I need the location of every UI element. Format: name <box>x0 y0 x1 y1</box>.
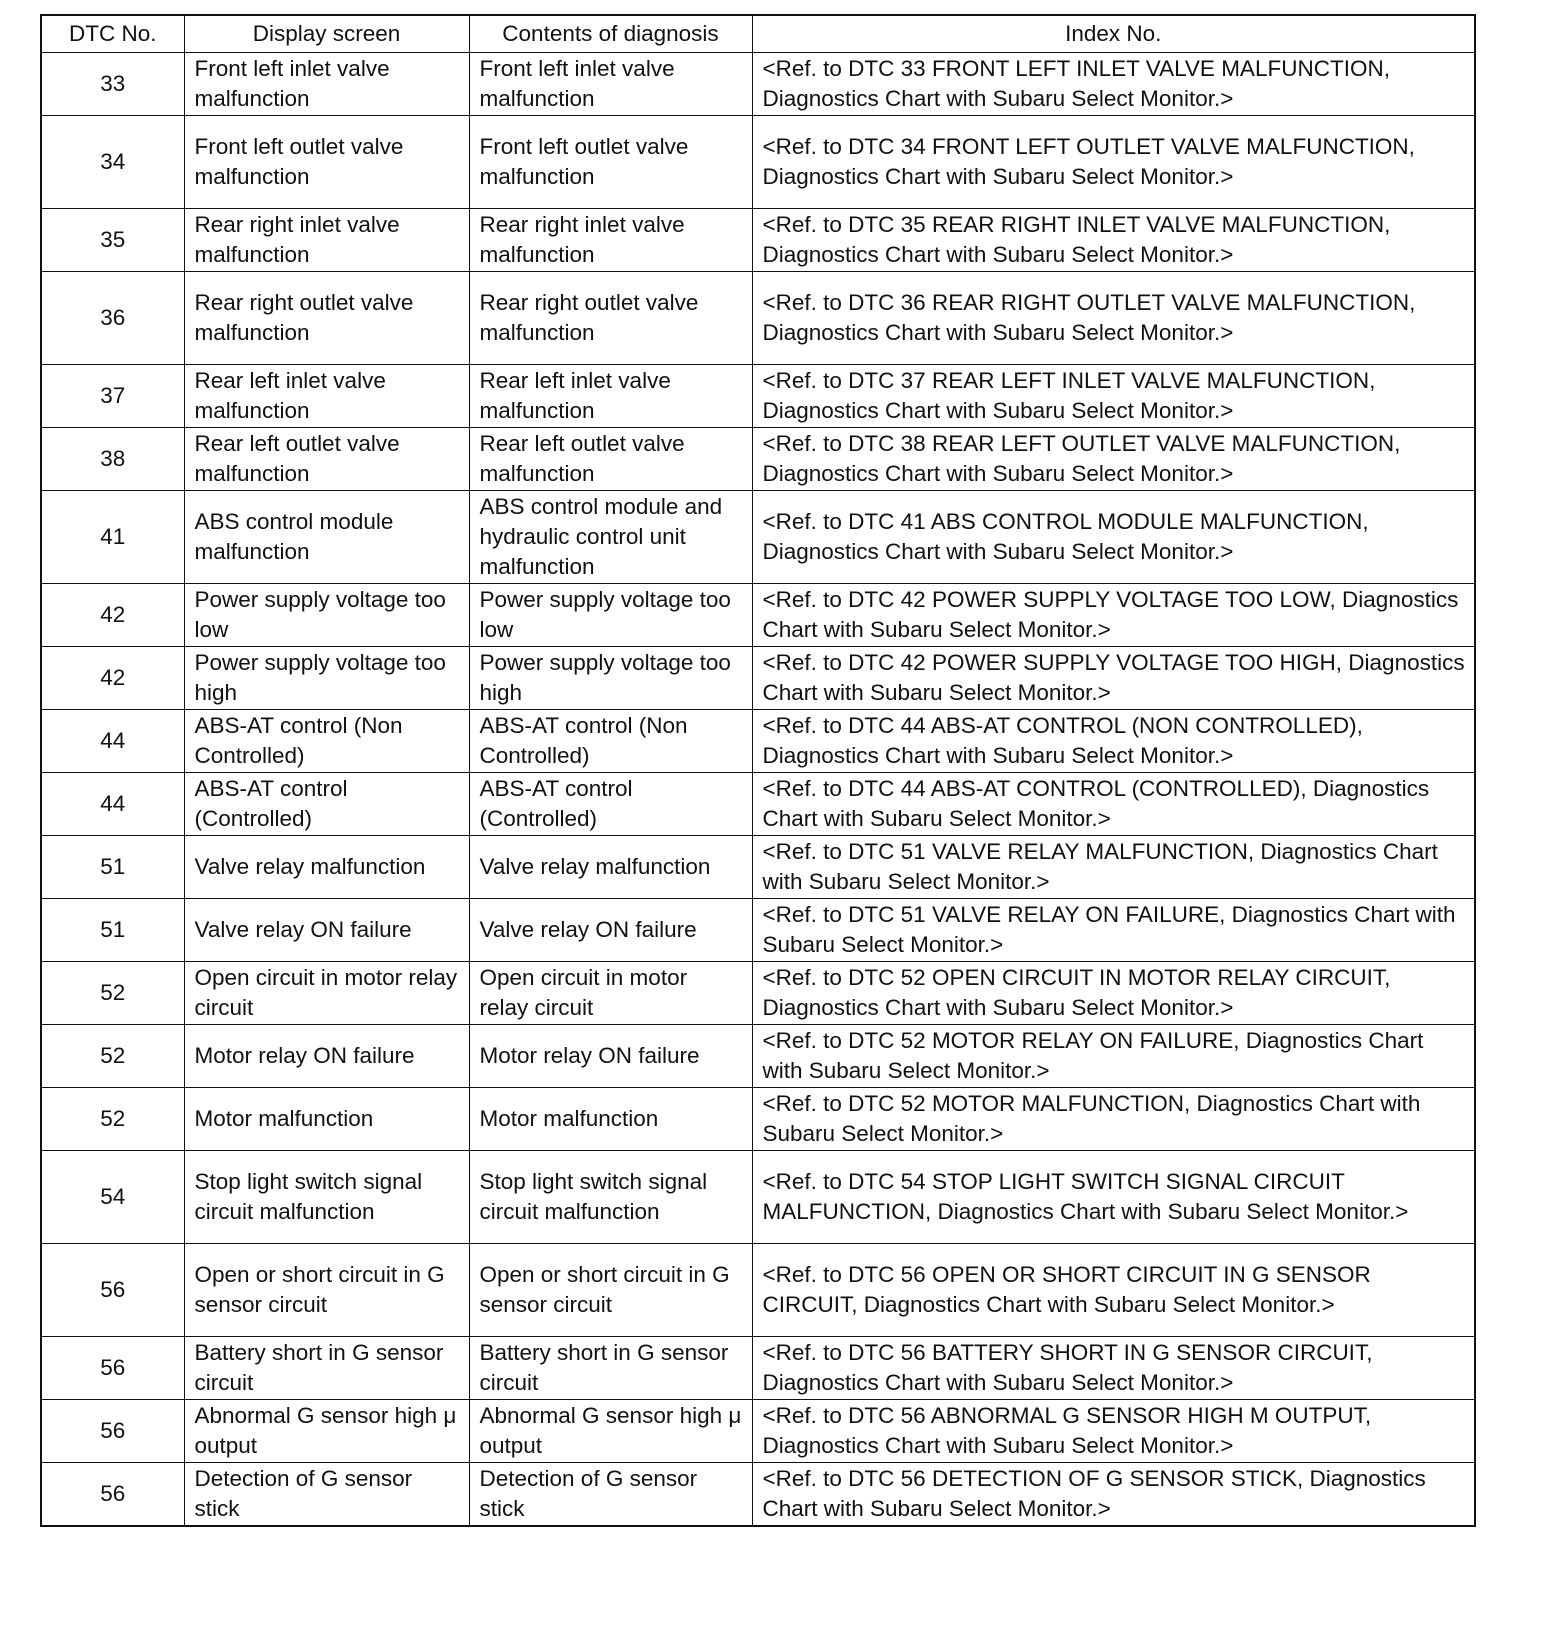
header-contents-of-diagnosis: Contents of diagnosis <box>469 15 752 53</box>
table-row <box>41 710 1475 773</box>
index-reference: <Ref. to DTC 56 OPEN OR SHORT CIRCUIT IN G SENSOR CIRCUIT, Diagnostics Chart with Subaru Select Monitor.> <box>752 1244 1475 1337</box>
dtc-number: 36 <box>41 272 184 365</box>
dtc-number: 52 <box>41 1025 184 1088</box>
table-row <box>41 836 1475 899</box>
diagnosis-contents: Rear right inlet valve malfunction <box>469 209 752 272</box>
display-screen-text: Front left outlet valve malfunction <box>184 116 469 209</box>
dtc-number: 51 <box>41 899 184 962</box>
diagnosis-contents: Front left outlet valve malfunction <box>469 116 752 209</box>
display-screen-text: Rear left outlet valve malfunction <box>184 428 469 491</box>
display-screen-text: Abnormal G sensor high μ output <box>184 1400 469 1463</box>
index-reference: <Ref. to DTC 44 ABS-AT CONTROL (NON CONTROLLED), Diagnostics Chart with Subaru Select Monitor.> <box>752 710 1475 773</box>
diagnosis-contents: Valve relay ON failure <box>469 899 752 962</box>
table-row <box>41 209 1475 272</box>
dtc-number: 52 <box>41 1088 184 1151</box>
table-row <box>41 1244 1475 1337</box>
diagnosis-contents: Stop light switch signal circuit malfunction <box>469 1151 752 1244</box>
dtc-number: 51 <box>41 836 184 899</box>
dtc-number: 42 <box>41 647 184 710</box>
diagnosis-contents: Open or short circuit in G sensor circuit <box>469 1244 752 1337</box>
display-screen-text: Power supply voltage too low <box>184 584 469 647</box>
dtc-number: 44 <box>41 773 184 836</box>
display-screen-text: Power supply voltage too high <box>184 647 469 710</box>
diagnosis-contents: Open circuit in motor relay circuit <box>469 962 752 1025</box>
display-screen-text: Battery short in G sensor circuit <box>184 1337 469 1400</box>
diagnosis-contents: Front left inlet valve malfunction <box>469 53 752 116</box>
diagnosis-contents: Rear left outlet valve malfunction <box>469 428 752 491</box>
diagnosis-contents: Rear left inlet valve malfunction <box>469 365 752 428</box>
diagnosis-contents: Motor relay ON failure <box>469 1025 752 1088</box>
display-screen-text: Open circuit in motor relay circuit <box>184 962 469 1025</box>
dtc-number: 56 <box>41 1400 184 1463</box>
diagnosis-contents: Valve relay malfunction <box>469 836 752 899</box>
index-reference: <Ref. to DTC 56 DETECTION OF G SENSOR STICK, Diagnostics Chart with Subaru Select Monitor.> <box>752 1463 1475 1527</box>
dtc-number: 44 <box>41 710 184 773</box>
diagnosis-contents: ABS control module and hydraulic control unit malfunction <box>469 491 752 584</box>
dtc-number: 33 <box>41 53 184 116</box>
table-header-row <box>41 15 1475 53</box>
header-dtc-no: DTC No. <box>41 15 184 53</box>
display-screen-text: Rear right inlet valve malfunction <box>184 209 469 272</box>
dtc-number: 38 <box>41 428 184 491</box>
index-reference: <Ref. to DTC 56 ABNORMAL G SENSOR HIGH M OUTPUT, Diagnostics Chart with Subaru Select Monitor.> <box>752 1400 1475 1463</box>
dtc-table <box>40 14 1476 1527</box>
display-screen-text: Motor malfunction <box>184 1088 469 1151</box>
dtc-number: 54 <box>41 1151 184 1244</box>
diagnosis-contents: Motor malfunction <box>469 1088 752 1151</box>
index-reference: <Ref. to DTC 42 POWER SUPPLY VOLTAGE TOO HIGH, Diagnostics Chart with Subaru Select Monitor.> <box>752 647 1475 710</box>
display-screen-text: ABS control module malfunction <box>184 491 469 584</box>
dtc-number: 41 <box>41 491 184 584</box>
index-reference: <Ref. to DTC 34 FRONT LEFT OUTLET VALVE MALFUNCTION, Diagnostics Chart with Subaru Select Monitor.> <box>752 116 1475 209</box>
table-row <box>41 1400 1475 1463</box>
index-reference: <Ref. to DTC 33 FRONT LEFT INLET VALVE MALFUNCTION, Diagnostics Chart with Subaru Select Monitor.> <box>752 53 1475 116</box>
table-row <box>41 1151 1475 1244</box>
table-row <box>41 1463 1475 1527</box>
display-screen-text: Stop light switch signal circuit malfunction <box>184 1151 469 1244</box>
diagnosis-contents: ABS-AT control (Non Controlled) <box>469 710 752 773</box>
display-screen-text: Open or short circuit in G sensor circuit <box>184 1244 469 1337</box>
display-screen-text: Detection of G sensor stick <box>184 1463 469 1527</box>
dtc-number: 56 <box>41 1337 184 1400</box>
header-index-no: Index No. <box>752 15 1475 53</box>
table-row <box>41 899 1475 962</box>
diagnosis-contents: Power supply voltage too low <box>469 584 752 647</box>
diagnosis-contents: Detection of G sensor stick <box>469 1463 752 1527</box>
index-reference: <Ref. to DTC 51 VALVE RELAY MALFUNCTION, Diagnostics Chart with Subaru Select Monitor.> <box>752 836 1475 899</box>
dtc-number: 34 <box>41 116 184 209</box>
table-row <box>41 53 1475 116</box>
display-screen-text: ABS-AT control (Controlled) <box>184 773 469 836</box>
index-reference: <Ref. to DTC 52 MOTOR MALFUNCTION, Diagnostics Chart with Subaru Select Monitor.> <box>752 1088 1475 1151</box>
display-screen-text: Valve relay malfunction <box>184 836 469 899</box>
index-reference: <Ref. to DTC 35 REAR RIGHT INLET VALVE MALFUNCTION, Diagnostics Chart with Subaru Select Monitor.> <box>752 209 1475 272</box>
display-screen-text: Front left inlet valve malfunction <box>184 53 469 116</box>
index-reference: <Ref. to DTC 41 ABS CONTROL MODULE MALFUNCTION, Diagnostics Chart with Subaru Select Monitor.> <box>752 491 1475 584</box>
index-reference: <Ref. to DTC 52 MOTOR RELAY ON FAILURE, Diagnostics Chart with Subaru Select Monitor.> <box>752 1025 1475 1088</box>
index-reference: <Ref. to DTC 51 VALVE RELAY ON FAILURE, Diagnostics Chart with Subaru Select Monitor.> <box>752 899 1475 962</box>
dtc-number: 42 <box>41 584 184 647</box>
display-screen-text: Motor relay ON failure <box>184 1025 469 1088</box>
diagnosis-contents: Battery short in G sensor circuit <box>469 1337 752 1400</box>
index-reference: <Ref. to DTC 36 REAR RIGHT OUTLET VALVE MALFUNCTION, Diagnostics Chart with Subaru Select Monitor.> <box>752 272 1475 365</box>
table-row <box>41 365 1475 428</box>
dtc-number: 52 <box>41 962 184 1025</box>
index-reference: <Ref. to DTC 42 POWER SUPPLY VOLTAGE TOO LOW, Diagnostics Chart with Subaru Select Monitor.> <box>752 584 1475 647</box>
display-screen-text: Valve relay ON failure <box>184 899 469 962</box>
dtc-number: 56 <box>41 1244 184 1337</box>
index-reference: <Ref. to DTC 54 STOP LIGHT SWITCH SIGNAL CIRCUIT MALFUNCTION, Diagnostics Chart with Subaru Select Monitor.> <box>752 1151 1475 1244</box>
index-reference: <Ref. to DTC 38 REAR LEFT OUTLET VALVE MALFUNCTION, Diagnostics Chart with Subaru Select Monitor.> <box>752 428 1475 491</box>
diagnosis-contents: Abnormal G sensor high μ output <box>469 1400 752 1463</box>
diagnosis-contents: Power supply voltage too high <box>469 647 752 710</box>
table-row <box>41 1025 1475 1088</box>
display-screen-text: Rear left inlet valve malfunction <box>184 365 469 428</box>
table-row <box>41 1337 1475 1400</box>
dtc-number: 37 <box>41 365 184 428</box>
table-row <box>41 272 1475 365</box>
index-reference: <Ref. to DTC 44 ABS-AT CONTROL (CONTROLLED), Diagnostics Chart with Subaru Select Monitor.> <box>752 773 1475 836</box>
index-reference: <Ref. to DTC 37 REAR LEFT INLET VALVE MALFUNCTION, Diagnostics Chart with Subaru Select Monitor.> <box>752 365 1475 428</box>
header-display-screen: Display screen <box>184 15 469 53</box>
display-screen-text: ABS-AT control (Non Controlled) <box>184 710 469 773</box>
table-row <box>41 773 1475 836</box>
index-reference: <Ref. to DTC 52 OPEN CIRCUIT IN MOTOR RELAY CIRCUIT, Diagnostics Chart with Subaru Select Monitor.> <box>752 962 1475 1025</box>
table-row <box>41 428 1475 491</box>
table-row <box>41 647 1475 710</box>
display-screen-text: Rear right outlet valve malfunction <box>184 272 469 365</box>
table-row <box>41 962 1475 1025</box>
table-row <box>41 1088 1475 1151</box>
table-row <box>41 116 1475 209</box>
dtc-number: 56 <box>41 1463 184 1527</box>
diagnosis-contents: ABS-AT control (Controlled) <box>469 773 752 836</box>
index-reference: <Ref. to DTC 56 BATTERY SHORT IN G SENSOR CIRCUIT, Diagnostics Chart with Subaru Select Monitor.> <box>752 1337 1475 1400</box>
table-row <box>41 491 1475 584</box>
table-row <box>41 584 1475 647</box>
diagnosis-contents: Rear right outlet valve malfunction <box>469 272 752 365</box>
dtc-number: 35 <box>41 209 184 272</box>
